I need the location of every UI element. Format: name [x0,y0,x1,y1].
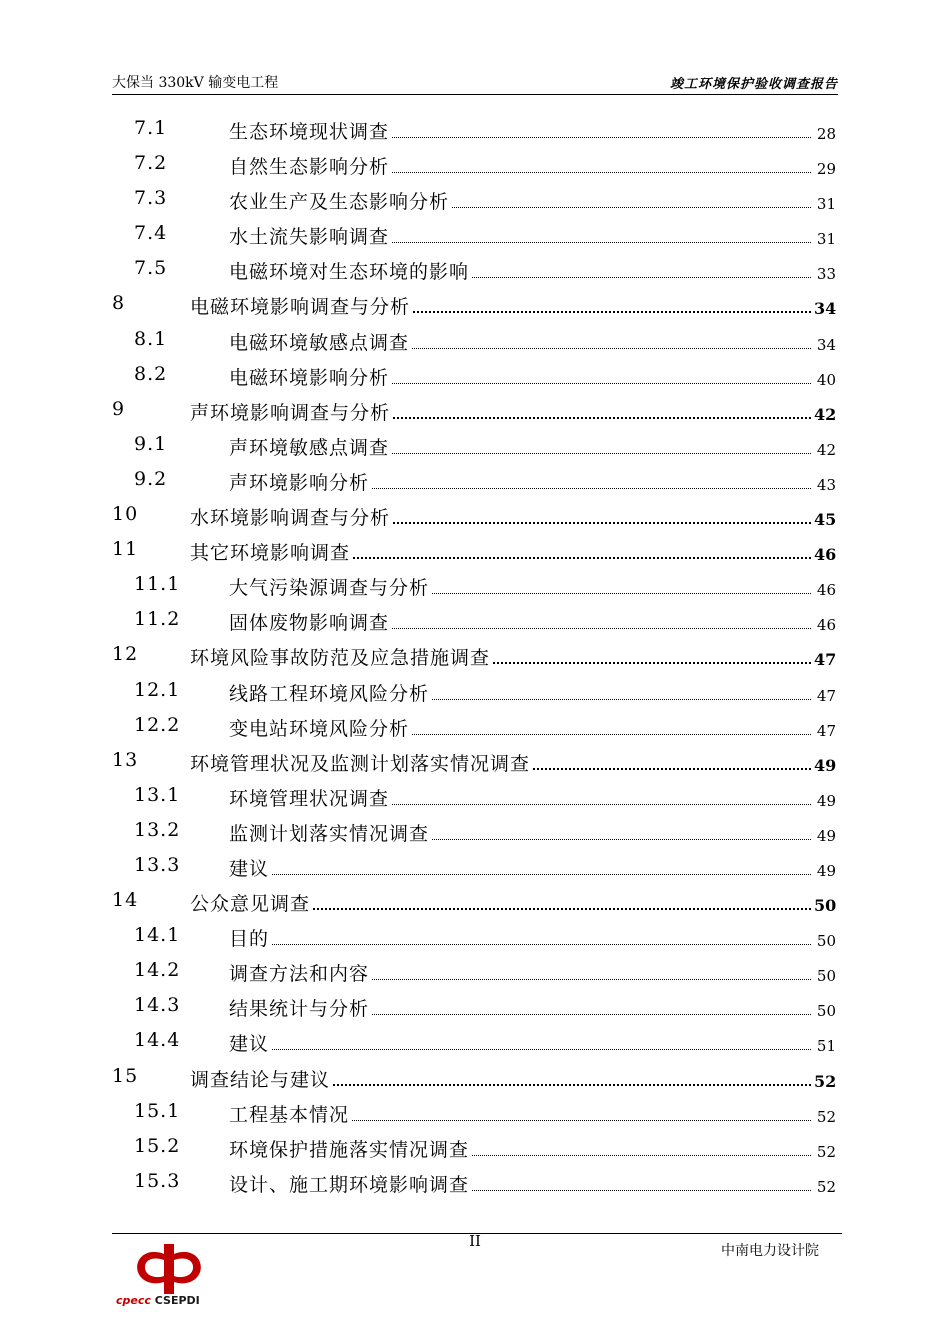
table-of-contents [112,114,836,1202]
toc-dot-leader [472,276,811,278]
toc-entry [229,468,836,495]
toc-entry-title: 环境保护措施落实情况调查 [229,1138,470,1161]
header-report-title: 竣工环境保护验收调查报告 [669,77,838,92]
toc-entry [190,503,836,530]
toc-dot-leader [272,1048,811,1050]
toc-entry-title: 变电站环境风险分析 [229,717,410,740]
toc-entry-title: 调查方法和内容 [229,963,370,986]
toc-entry-title: 电磁环境对生态环境的影响 [229,261,470,284]
toc-dot-leader [432,838,811,840]
toc-entry [229,714,836,741]
toc-entry-number: 11.2 [134,608,181,631]
toc-dot-leader [392,241,811,243]
toc-dot-leader [372,978,811,980]
toc-entry-page: 28 [816,125,836,143]
toc-dot-leader [352,1119,811,1121]
page-header [112,68,838,95]
toc-entry-title: 线路工程环境风险分析 [229,682,430,705]
toc-entry-number: 13.2 [134,818,181,841]
toc-entry-page: 42 [816,440,836,459]
toc-entry-number: 11.1 [134,573,181,596]
toc-dot-leader [392,627,811,629]
toc-entry-page: 47 [814,650,837,670]
toc-entry-page: 42 [814,404,837,424]
toc-entry-page: 50 [816,967,836,986]
toc-entry-title: 公众意见调查 [190,893,311,916]
toc-entry-title: 环境管理状况及监测计划落实情况调查 [190,752,531,775]
toc-section-row[interactable] [112,1132,836,1167]
toc-entry [190,538,836,565]
toc-dot-leader [372,1013,811,1015]
toc-entry-title: 调查结论与建议 [190,1068,331,1091]
toc-entry-title: 工程基本情况 [229,1103,350,1126]
toc-entry [229,187,836,214]
toc-entry-number: 9.2 [134,467,168,490]
toc-chapter-row[interactable] [112,395,836,430]
toc-entry-number: 9.1 [134,432,168,455]
toc-chapter-row[interactable] [112,289,836,324]
toc-entry-page: 34 [814,299,837,319]
toc-entry-page: 52 [814,1071,837,1091]
toc-dot-leader [472,1154,811,1156]
logo-brand-text: cpecc [116,1294,151,1307]
toc-entry [229,784,836,811]
toc-entry-number: 13.3 [134,853,181,876]
toc-entry-page: 50 [816,932,836,951]
toc-entry-title: 结果统计与分析 [229,998,370,1021]
toc-entry-number: 7.2 [134,152,168,175]
toc-entry-page: 46 [814,545,837,565]
toc-entry [190,292,836,319]
toc-entry [229,1135,836,1162]
toc-entry-number: 13.1 [134,783,181,806]
toc-entry-title: 环境风险事故防范及应急措施调查 [190,647,491,670]
toc-section-row[interactable] [112,360,836,395]
toc-entry-number: 15.1 [134,1099,181,1122]
toc-section-row[interactable] [112,921,836,956]
toc-entry [229,363,836,390]
toc-entry [229,573,836,600]
toc-entry-page: 33 [816,265,836,284]
toc-entry-number: 9 [112,397,126,420]
toc-entry-page: 43 [816,475,836,494]
toc-entry [229,608,836,635]
toc-entry-page: 52 [816,1107,836,1126]
toc-dot-leader [333,1083,811,1086]
toc-section-row[interactable] [112,1026,836,1061]
toc-entry [229,328,836,355]
toc-dot-leader [533,767,811,770]
toc-entry-page: 49 [814,755,837,775]
toc-section-row[interactable] [112,711,836,746]
toc-dot-leader [272,943,811,945]
toc-entry [229,959,836,986]
toc-dot-leader [393,521,811,524]
toc-entry-number: 14 [112,889,139,912]
toc-entry-page: 31 [816,230,836,249]
toc-dot-leader [413,310,811,313]
toc-entry-number: 7.3 [134,187,168,210]
toc-entry [229,994,836,1021]
toc-entry-title: 其它环境影响调查 [190,542,351,565]
toc-entry-title: 声环境影响分析 [229,471,370,494]
toc-entry-page: 52 [816,1177,836,1196]
toc-entry-number: 10 [112,503,139,526]
toc-entry-title: 设计、施工期环境影响调查 [229,1173,470,1196]
toc-entry-page: 50 [816,1002,836,1021]
header-project-title: 大保当 330kV 输变电工程 [112,75,279,91]
toc-entry-number: 15.3 [134,1169,181,1192]
toc-section-row[interactable] [112,184,836,219]
toc-section-row[interactable] [112,816,836,851]
toc-section-row[interactable] [112,325,836,360]
toc-entry-number: 8.1 [134,327,168,350]
toc-entry-number: 14.1 [134,924,181,947]
toc-entry [190,1065,836,1092]
toc-dot-leader [353,556,811,559]
toc-entry-number: 14.4 [134,1029,181,1052]
toc-section-row[interactable] [112,430,836,465]
toc-dot-leader [392,803,811,805]
toc-entry [229,117,836,144]
toc-dot-leader [432,698,811,700]
toc-dot-leader [392,136,811,138]
toc-entry [229,1100,836,1127]
toc-entry-page: 49 [816,826,836,845]
toc-entry [229,222,836,249]
toc-dot-leader [472,1189,811,1191]
toc-section-row[interactable] [112,1167,836,1202]
toc-dot-leader [452,206,811,208]
toc-entry-title: 环境管理状况调查 [229,787,390,810]
toc-dot-leader [432,592,811,594]
toc-entry-title: 大气污染源调查与分析 [229,577,430,600]
toc-section-row[interactable] [112,254,836,289]
toc-entry-number: 12.2 [134,713,181,736]
toc-section-row[interactable] [112,465,836,500]
toc-entry-page: 47 [816,686,836,705]
toc-dot-leader [372,487,811,489]
page-number: II [469,1232,481,1250]
toc-section-row[interactable] [112,956,836,991]
toc-entry-number: 12 [112,643,139,666]
toc-entry-number: 13 [112,748,139,771]
toc-entry-page: 49 [816,861,836,880]
toc-dot-leader [392,452,811,454]
toc-section-row[interactable] [112,781,836,816]
toc-entry-page: 34 [816,335,836,354]
toc-dot-leader [313,907,811,910]
toc-entry-title: 自然生态影响分析 [229,156,390,179]
toc-dot-leader [393,416,811,419]
toc-entry [190,398,836,425]
toc-entry [229,152,836,179]
toc-entry-page: 52 [816,1142,836,1161]
toc-entry-page: 29 [816,160,836,179]
toc-entry [229,433,836,460]
toc-entry [229,924,836,951]
toc-entry-page: 47 [816,721,836,740]
toc-section-row[interactable] [112,149,836,184]
toc-section-row[interactable] [112,676,836,711]
toc-entry-title: 声环境影响调查与分析 [190,401,391,424]
toc-entry-title: 水环境影响调查与分析 [190,507,391,530]
toc-entry [229,1029,836,1056]
toc-entry-page: 40 [816,370,836,389]
toc-entry-number: 7.5 [134,257,168,280]
toc-entry-title: 农业生产及生态影响分析 [229,191,450,214]
toc-entry-number: 8.2 [134,362,168,385]
toc-entry-title: 水土流失影响调查 [229,226,390,249]
toc-entry [229,854,836,881]
toc-section-row[interactable] [112,851,836,886]
toc-entry [229,1170,836,1197]
toc-dot-leader [412,347,811,349]
toc-section-row[interactable] [112,570,836,605]
toc-entry-page: 50 [814,896,837,916]
toc-entry [190,643,836,670]
toc-chapter-row[interactable] [112,1062,836,1097]
toc-chapter-row[interactable] [112,640,836,675]
toc-entry-number: 15 [112,1064,139,1087]
toc-entry-page: 51 [816,1037,836,1056]
toc-entry-number: 11 [112,538,139,561]
toc-section-row[interactable] [112,219,836,254]
toc-entry [229,257,836,284]
toc-entry-page: 46 [816,616,836,635]
toc-entry-number: 14.3 [134,994,181,1017]
toc-dot-leader [392,382,811,384]
toc-entry-title: 目的 [229,928,270,951]
toc-entry-title: 生态环境现状调查 [229,121,390,143]
toc-dot-leader [392,171,811,173]
toc-dot-leader [272,873,811,875]
logo-sub-text: CSEPDI [154,1294,200,1307]
toc-entry-page: 46 [816,581,836,600]
toc-section-row[interactable] [112,114,836,149]
toc-entry-title: 电磁环境敏感点调查 [229,331,410,354]
toc-section-row[interactable] [112,605,836,640]
toc-chapter-row[interactable] [112,500,836,535]
toc-entry-number: 7.4 [134,222,168,245]
toc-entry-title: 监测计划落实情况调查 [229,822,430,845]
toc-entry [190,889,836,916]
toc-entry-page: 45 [814,510,837,530]
toc-entry-number: 15.2 [134,1134,181,1157]
toc-entry-title: 建议 [229,857,270,880]
toc-entry [229,819,836,846]
toc-dot-leader [412,733,811,735]
toc-entry-title: 电磁环境影响调查与分析 [190,296,411,319]
toc-entry [229,679,836,706]
toc-section-row[interactable] [112,1097,836,1132]
toc-entry-title: 建议 [229,1033,270,1056]
toc-entry-page: 31 [816,195,836,214]
footer-organization: 中南电力设计院 [721,1243,819,1259]
toc-entry-title: 声环境敏感点调查 [229,436,390,459]
toc-entry-number: 7.1 [134,117,168,139]
toc-entry-title: 固体废物影响调查 [229,612,390,635]
toc-entry [190,749,836,776]
toc-chapter-row[interactable] [112,535,836,570]
toc-entry-number: 14.2 [134,959,181,982]
toc-entry-number: 12.1 [134,678,181,701]
toc-entry-page: 49 [816,791,836,810]
toc-entry-title: 电磁环境影响分析 [229,366,390,389]
toc-chapter-row[interactable] [112,746,836,781]
logo-wordmark [116,1294,200,1307]
toc-chapter-row[interactable] [112,886,836,921]
toc-entry-number: 8 [112,292,126,315]
toc-dot-leader [493,661,811,664]
toc-section-row[interactable] [112,991,836,1026]
